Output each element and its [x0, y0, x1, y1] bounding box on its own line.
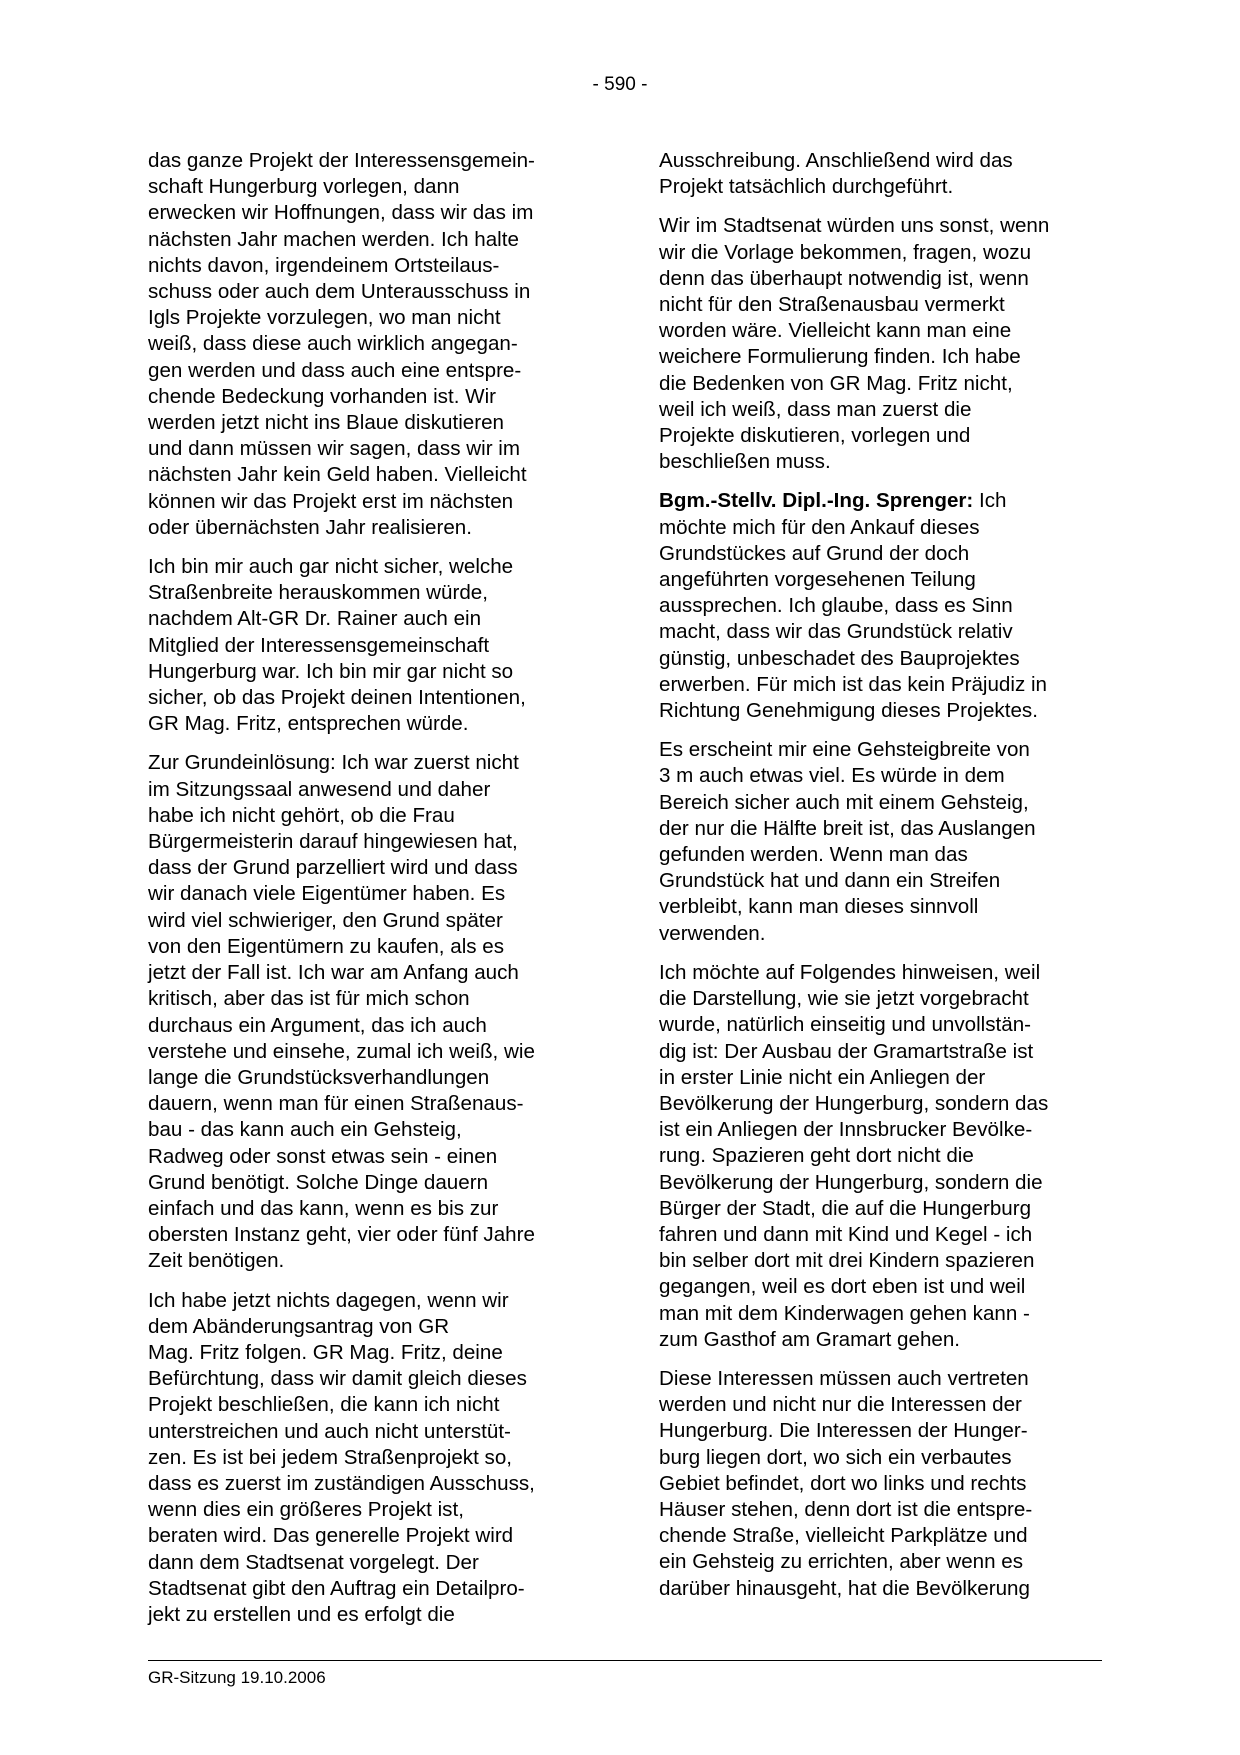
paragraph: Ich habe jetzt nichts dagegen, wenn wir dem Abänderungsantrag von GR Mag. Fritz folgen. GR Mag. Fritz, deine Befürchtung, dass wir damit gleich dieses Projekt beschließen, die kann ich nicht unterstreichen und auch nicht unterstüt- zen. Es ist bei jedem Straßenprojekt so, dass es zuerst im zuständigen Ausschuss, wenn dies ein größeres Projekt ist, beraten wird. Das generelle Projekt wird dann dem Stadtsenat vorgelegt. Der Stadtsenat gibt den Auftrag ein Detailpro- jekt zu erstellen und es erfolgt die — [148, 1288, 535, 1626]
right-column — [659, 148, 1099, 1615]
paragraph: Es erscheint mir eine Gehsteigbreite von 3 m auch etwas viel. Es würde in dem Bereich sicher auch mit einem Gehsteig, der nur die Hälfte breit ist, das Auslangen gefunden werden. Wenn man das Grundstück hat und dann ein Streifen verbleibt, kann man dieses sinnvoll verwenden. — [659, 738, 1036, 945]
footer-divider — [148, 1660, 1102, 1661]
paragraph: Ich möchte auf Folgendes hinweisen, weil die Darstellung, wie sie jetzt vorgebracht wurde, natürlich einseitig und unvollstän- dig ist: Der Ausbau der Gramartstraße ist in erster Linie nicht ein Anliegen der Bevölkerung der Hungerburg, sondern das ist ein Anliegen der Innsbrucker Bevölke- rung. Spazieren geht dort nicht die Bevölkerung der Hungerburg, sondern die Bürger der Stadt, die auf die Hungerburg fahren und dann mit Kind und Kegel - ich bin selber dort mit drei Kindern spazieren gegangen, weil es dort eben ist und weil man mit dem Kinderwagen gehen kann - zum Gasthof am Gramart gehen. — [659, 960, 1049, 1351]
paragraph: Ausschreibung. Anschließend wird das Projekt tatsächlich durchgeführt. — [659, 149, 1013, 199]
paragraph: das ganze Projekt der Interessensgemein- schaft Hungerburg vorlegen, dann erwecken wir Hoffnungen, dass wir das im nächsten Jahr machen werden. Ich halte nichts davon, irgendeinem Ortsteilaus- schuss oder auch dem Unterausschuss in Igls Projekte vorzulegen, wo man nicht weiß, dass diese auch wirklich angegan- gen werden und dass auch eine entspre- chende Bedeckung vorhanden ist. Wir werden jetzt nicht ins Blaue diskutieren und dann müssen wir sagen, dass wir im nächsten Jahr kein Geld haben. Vielleicht können wir das Projekt erst im nächsten oder übernächsten Jahr realisieren. — [148, 149, 535, 539]
speaker-text: Ich möchte mich für den Ankauf dieses Grundstückes auf Grund der doch angeführten vorgesehenen Teilung aussprechen. Ich glaube, dass es Sinn macht, dass wir das Grundstück relativ günstig, unbeschadet des Bauprojektes erwerben. Für mich ist das kein Präjudiz in Richtung Genehmigung dieses Projektes. — [659, 489, 1048, 723]
paragraph: Zur Grundeinlösung: Ich war zuerst nicht im Sitzungssaal anwesend und daher habe ich nicht gehört, ob die Frau Bürgermeisterin darauf hingewiesen hat, dass der Grund parzelliert wird und dass wir danach viele Eigentümer haben. Es wird viel schwieriger, den Grund später von den Eigentümern zu kaufen, als es jetzt der Fall ist. Ich war am Anfang auch kritisch, aber das ist für mich schon durchaus ein Argument, das ich auch verstehe und einsehe, zumal ich weiß, wie lange die Grundstücksverhandlungen dauern, wenn man für einen Straßenaus- bau - das kann auch ein Gehsteig, Radweg oder sonst etwas sein - einen Grund benötigt. Solche Dinge dauern einfach und das kann, wenn es bis zur obersten Instanz geht, vier oder fünf Jahre Zeit benötigen. — [148, 751, 535, 1273]
speaker-paragraph — [659, 488, 1099, 724]
paragraph: Ich bin mir auch gar nicht sicher, welche Straßenbreite herauskommen würde, nachdem Alt-GR Dr. Rainer auch ein Mitglied der Interessensgemeinschaft Hungerburg war. Ich bin mir gar nicht so sicher, ob das Projekt deinen Intentionen, GR Mag. Fritz, entsprechen würde. — [148, 555, 526, 736]
speaker-name: Bgm.-Stellv. Dipl.-Ing. Sprenger: — [659, 489, 974, 513]
paragraph: Wir im Stadtsenat würden uns sonst, wenn wir die Vorlage bekommen, fragen, wozu denn das überhaupt notwendig ist, wenn nicht für den Straßenausbau vermerkt worden wäre. Vielleicht kann man eine weichere Formulierung finden. Ich habe die Bedenken von GR Mag. Fritz nicht, weil ich weiß, dass man zuerst die Projekte diskutieren, vorlegen und beschließen muss. — [659, 214, 1050, 474]
left-column — [148, 148, 588, 1641]
page-number: - 590 - — [592, 74, 648, 95]
paragraph: Diese Interessen müssen auch vertreten werden und nicht nur die Interessen der Hungerburg. Die Interessen der Hunger- burg liegen dort, wo sich ein verbautes Gebiet befindet, dort wo links und rechts Häuser stehen, denn dort ist die entspre- chende Straße, vielleicht Parkplätze und ein Gehsteig zu errichten, aber wenn es darüber hinausgeht, hat die Bevölkerung — [659, 1366, 1033, 1600]
footer-session-date: GR-Sitzung 19.10.2006 — [148, 1668, 326, 1687]
